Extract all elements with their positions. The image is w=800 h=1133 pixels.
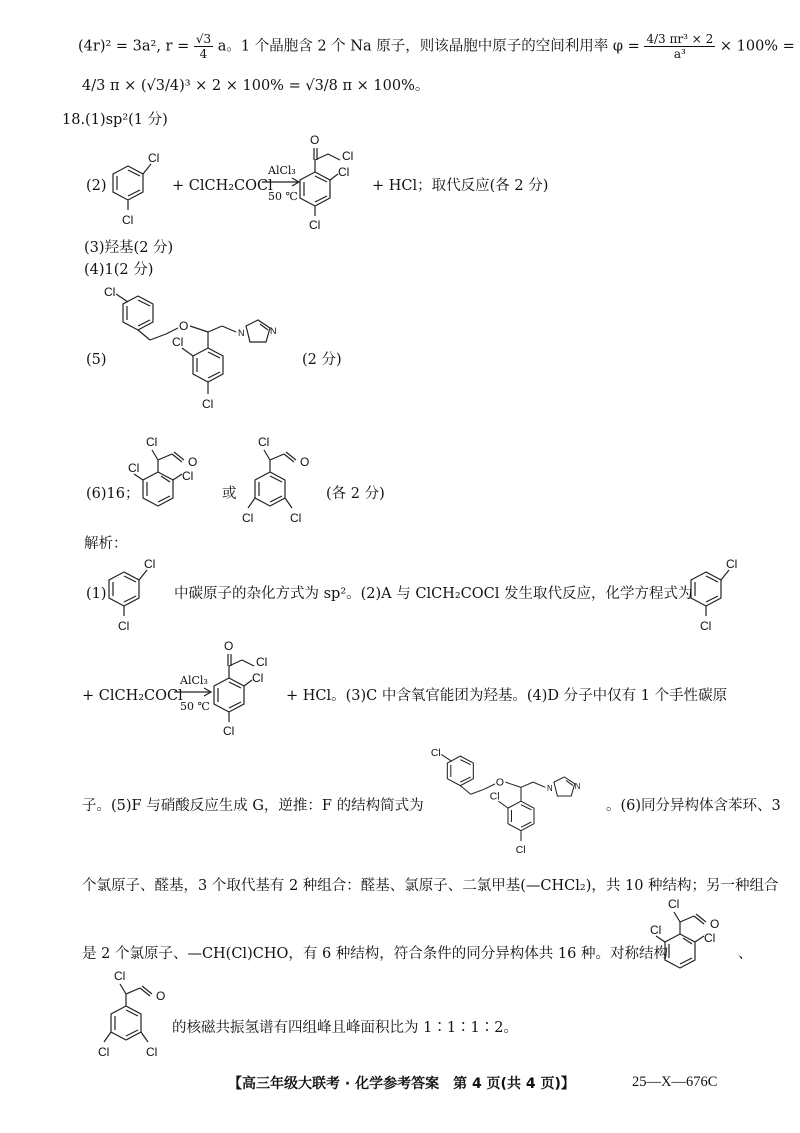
dichlorobenzene-structure (104, 558, 164, 638)
structure-f (98, 282, 318, 432)
q18-byproduct: + HCl；取代反应(各 2 分) (372, 178, 549, 194)
analysis-heading: 解析： (84, 536, 128, 552)
atom-cl: Cl (98, 1045, 110, 1059)
analysis-1-text: 中碳原子的杂化方式为 sp²。(2)A 与 ClCH₂COCl 发生取代反应，化学方程式为 (174, 586, 693, 602)
atom-cl: Cl (258, 435, 270, 449)
atom-cl: Cl (338, 165, 350, 179)
reaction-arrow-icon (174, 688, 214, 696)
atom-o: O (495, 777, 504, 789)
reaction-arrow-icon (262, 178, 302, 186)
analysis-catalyst: AlCl₃ (180, 674, 208, 687)
atom-n: N (547, 783, 553, 793)
atom-cl: Cl (182, 469, 194, 483)
atom-cl: Cl (104, 285, 116, 299)
atom-cl: Cl (122, 213, 134, 227)
atom-cl: Cl (242, 511, 254, 525)
atom-cl: Cl (128, 461, 140, 475)
atom-cl: Cl (223, 724, 235, 738)
analysis-1-label: (1) (86, 586, 107, 602)
product-ketone-structure (212, 640, 292, 740)
paper-code: 25—X—676C (632, 1074, 718, 1090)
analysis-5-text: 是 2 个氯原子、—CH(Cl)CHO，有 6 种结构，符合条件的同分异构体共 16 种。对称结构 (82, 946, 668, 962)
isomer-b-structure (240, 434, 330, 534)
q18-part5-label: (5) (86, 352, 107, 368)
atom-cl: Cl (252, 671, 264, 685)
q18-part3: (3)羟基(2 分) (84, 240, 174, 256)
atom-o: O (300, 455, 310, 469)
q18-catalyst: AlCl₃ (268, 164, 296, 177)
atom-cl: Cl (146, 435, 158, 449)
atom-o: O (310, 133, 320, 147)
q18-reagent: + ClCH₂COCl (172, 178, 273, 194)
atom-cl: Cl (256, 655, 268, 669)
atom-n: N (238, 328, 245, 338)
atom-o: O (156, 989, 166, 1003)
atom-cl: Cl (172, 335, 184, 349)
analysis-6-text: 的核磁共振氢谱有四组峰且峰面积比为 1∶1∶1∶2。 (172, 1020, 519, 1036)
atom-cl: Cl (342, 149, 354, 163)
eq-line-1-b: a。1 个晶胞含 2 个 Na 原子，则该晶胞中原子的空间利用率 φ = (217, 38, 640, 55)
analysis-2-reagent: + ClCH₂COCl (82, 688, 183, 704)
atom-cl: Cl (118, 619, 130, 633)
atom-cl: Cl (726, 557, 738, 571)
sqrt3-over-4-fraction: $\frac{√3}{4}$ (195, 32, 212, 61)
atom-cl: Cl (146, 1045, 158, 1059)
structure-f (416, 744, 626, 874)
analysis-5-tail: 、 (738, 946, 753, 962)
q18-part6-score: (各 2 分) (326, 486, 385, 502)
atom-n: N (270, 326, 277, 336)
atom-cl: Cl (144, 557, 156, 571)
q18-part2-label: (2) (86, 178, 107, 194)
q18-part5-score: (2 分) (302, 352, 342, 368)
atom-cl: Cl (515, 845, 526, 857)
eq-line-1 (78, 32, 795, 61)
atom-o: O (224, 639, 234, 653)
isomer-a-structure (128, 434, 218, 514)
atom-cl: Cl (650, 923, 662, 937)
page-footer: 【高三年级大联考 · 化学参考答案 第 4 页(共 4 页)】 (228, 1076, 575, 1092)
atom-cl: Cl (700, 619, 712, 633)
atom-cl: Cl (148, 151, 160, 165)
atom-o: O (179, 319, 189, 333)
eq-line-1-c: × 100% = (719, 38, 795, 55)
atom-cl: Cl (704, 931, 716, 945)
q18-temperature: 50 ℃ (268, 190, 298, 203)
atom-cl: Cl (668, 897, 680, 911)
analysis-3-text: 子。(5)F 与硝酸反应生成 G，逆推：F 的结构简式为 (82, 798, 424, 814)
atom-o: O (188, 455, 198, 469)
q18-part6-label: (6)16； (86, 486, 140, 502)
eq-line-2: 4/3 π × (√3/4)³ × 2 × 100% = √3/8 π × 100%。 (82, 78, 430, 94)
dichlorobenzene-structure (108, 152, 168, 232)
atom-cl: Cl (489, 791, 500, 803)
q18-part1: 18.(1)sp²(1 分) (62, 112, 168, 128)
atom-cl: Cl (430, 748, 441, 760)
q18-part4: (4)1(2 分) (84, 262, 154, 278)
isomer-a-structure (650, 896, 740, 976)
dichlorobenzene-structure (686, 558, 746, 638)
utilization-fraction: $\frac{\text{4/3 πr³ × 2}}{\text{a³}}$ (646, 32, 714, 61)
atom-cl: Cl (114, 969, 126, 983)
atom-o: O (710, 917, 720, 931)
analysis-temperature: 50 ℃ (180, 700, 210, 713)
analysis-4-text: 个氯原子、醛基，3 个取代基有 2 种组合：醛基、氯原子、二氯甲基(—CHCl₂)，共 10 种结构；另一种组合 (82, 878, 779, 894)
atom-cl: Cl (309, 218, 321, 232)
atom-cl: Cl (290, 511, 302, 525)
analysis-3-tail: 。(6)同分异构体含苯环、3 (606, 798, 781, 814)
atom-n: N (574, 782, 581, 792)
q18-part6-or: 或 (222, 486, 237, 502)
analysis-2-text: + HCl。(3)C 中含氧官能团为羟基。(4)D 分子中仅有 1 个手性碳原 (286, 688, 728, 704)
eq-line-1-a: (4r)² = 3a², r = (78, 38, 190, 55)
product-ketone-structure (298, 134, 378, 234)
atom-cl: Cl (202, 397, 214, 411)
